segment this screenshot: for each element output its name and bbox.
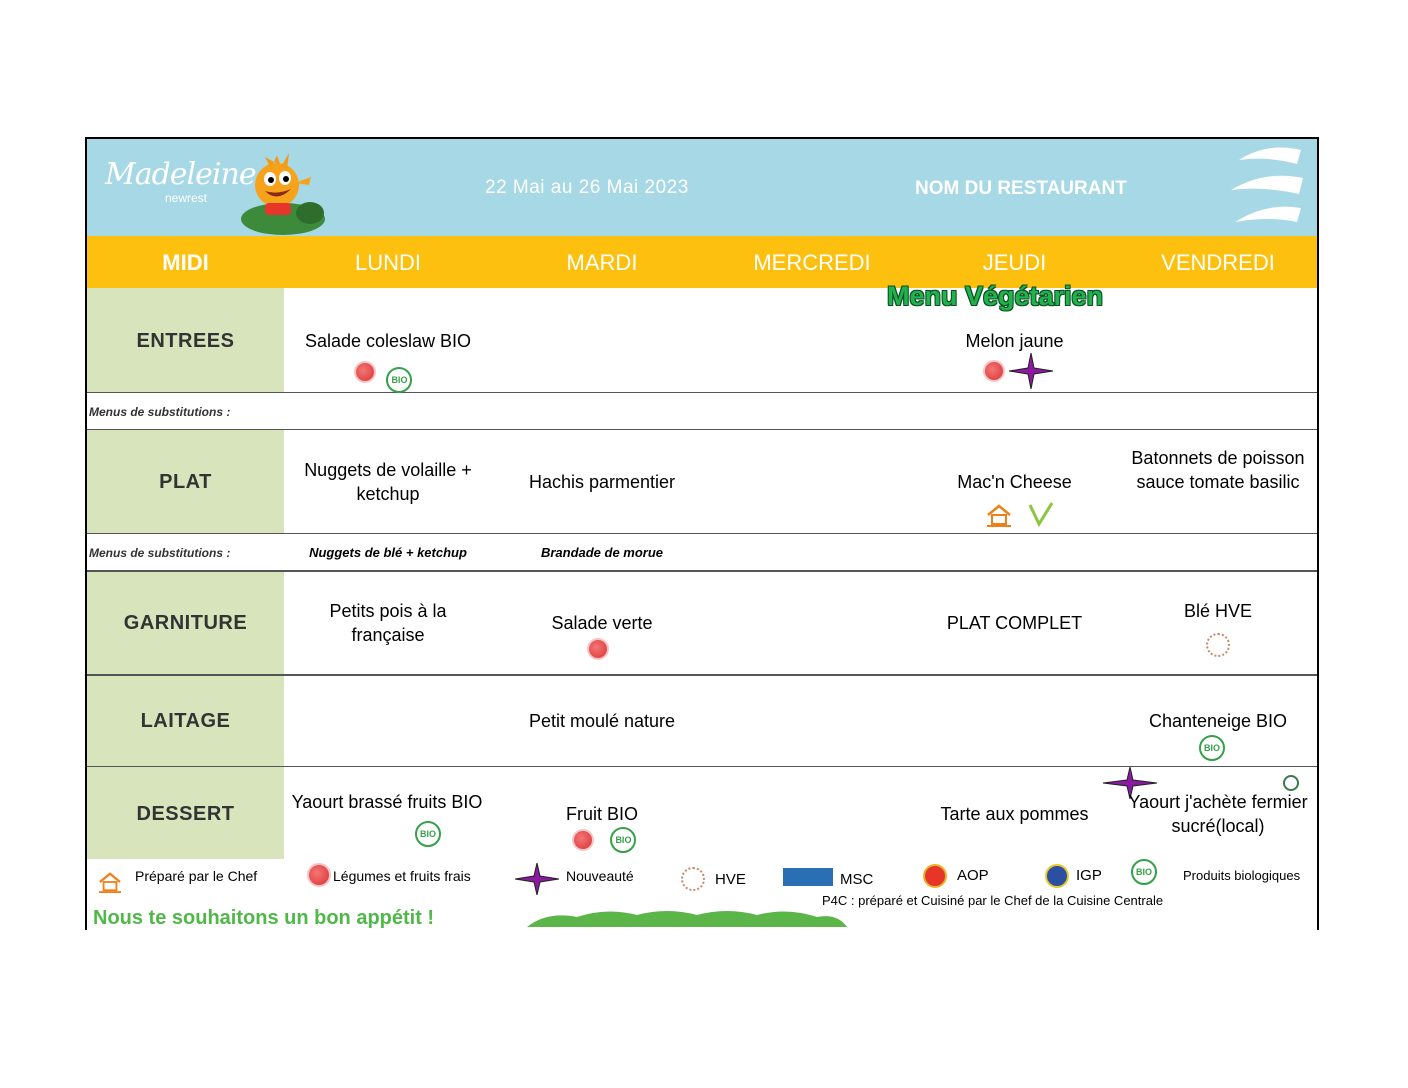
divider <box>87 674 1319 676</box>
row-label-plat: PLAT <box>159 471 212 493</box>
vegetarian-banner: Menu Végétarien <box>887 281 1104 311</box>
dessert-jeudi: Tarte aux pommes <box>940 804 1089 824</box>
brand-waves-icon <box>1227 144 1307 228</box>
plat-jeudi-icons <box>985 501 1055 532</box>
sub-label-1: Menus de substitutions : <box>89 405 231 419</box>
plat-vendredi: Batonnets de poisson sauce tomate basilic <box>1131 448 1305 492</box>
day-lundi: LUNDI <box>354 250 421 275</box>
dessert-mardi-icons <box>572 827 636 853</box>
bio-icon: BIO <box>1199 735 1225 761</box>
fresh-produce-icon <box>572 829 594 851</box>
day-mardi: MARDI <box>566 250 638 275</box>
restaurant-name: NOM DU RESTAURANT <box>915 178 1127 199</box>
mascot-icon <box>225 145 335 237</box>
legend-chef: Préparé par le Chef <box>135 868 258 884</box>
laitage-vendredi: Chanteneige BIO <box>1148 711 1288 731</box>
lettuce-decor-icon <box>527 907 847 929</box>
day-mercredi: MERCREDI <box>753 250 871 275</box>
bio-icon: BIO <box>610 827 636 853</box>
entrees-jeudi-icons <box>983 353 1053 389</box>
bio-icon: BIO <box>1131 859 1157 885</box>
day-vendredi: VENDREDI <box>1161 250 1275 275</box>
laitage-mardi: Petit moulé nature <box>528 711 676 731</box>
new-star-icon <box>515 863 559 895</box>
day-jeudi: JEUDI <box>982 250 1047 275</box>
days-bar <box>87 236 1319 288</box>
hve-icon <box>681 867 705 891</box>
row-label-laitage: LAITAGE <box>140 710 231 732</box>
row-label-entrees: ENTREES <box>136 330 235 352</box>
garniture-jeudi: PLAT COMPLET <box>946 613 1083 633</box>
plat-jeudi: Mac'n Cheese <box>957 472 1072 492</box>
dessert-lundi-icons <box>415 821 441 847</box>
msc-icon <box>783 868 833 886</box>
divider <box>87 392 1319 393</box>
fresh-produce-icon <box>307 863 331 887</box>
sub-label-2: Menus de substitutions : <box>89 546 231 560</box>
menu-header <box>87 139 1319 236</box>
chef-house-icon <box>97 871 123 893</box>
legend-igp: IGP <box>1076 867 1102 884</box>
date-range: 22 Mai au 26 Mai 2023 <box>485 177 689 198</box>
row-label-dessert: DESSERT <box>136 803 235 825</box>
entrees-jeudi: Melon jaune <box>965 331 1064 351</box>
logo-brand: newrest <box>165 191 208 205</box>
laitage-vendredi-icons <box>1199 735 1225 761</box>
entrees-lundi-icons <box>354 361 412 393</box>
bon-appetit: Nous te souhaitons un bon appétit ! <box>93 907 435 929</box>
fresh-produce-icon <box>354 361 376 383</box>
igp-icon <box>1045 864 1069 888</box>
legend-hve: HVE <box>715 871 746 888</box>
fresh-produce-icon <box>587 638 609 660</box>
local-farm-icon <box>1283 775 1299 791</box>
legend-fresh: Légumes et fruits frais <box>333 868 471 884</box>
hve-icon <box>1206 633 1230 657</box>
legend-bio: Produits biologiques <box>1183 868 1301 883</box>
midi-label: MIDI <box>162 250 209 275</box>
sub2-mardi: Brandade de morue <box>540 545 664 560</box>
garniture-lundi: Petits pois à la française <box>329 601 447 645</box>
legend-new: Nouveauté <box>566 868 634 884</box>
garniture-vendredi-icons <box>1206 633 1230 662</box>
legend-p4c: P4C : préparé et Cuisiné par le Chef de la Cuisine Centrale <box>822 893 1164 908</box>
new-star-icon <box>1009 353 1053 389</box>
bio-icon: BIO <box>386 367 412 393</box>
entrees-lundi: Salade coleslaw BIO <box>304 331 472 351</box>
legend-aop: AOP <box>957 867 989 884</box>
bio-icon: BIO <box>415 821 441 847</box>
divider <box>87 533 1319 534</box>
dessert-lundi: Yaourt brassé fruits BIO <box>291 792 483 812</box>
garniture-vendredi: Blé HVE <box>1183 601 1253 621</box>
plat-lundi: Nuggets de volaille + ketchup <box>304 460 472 504</box>
aop-icon <box>923 864 947 888</box>
divider <box>87 429 1319 430</box>
dessert-mardi: Fruit BIO <box>565 804 638 824</box>
garniture-mardi: Salade verte <box>551 613 653 633</box>
row-label-garniture: GARNITURE <box>123 612 248 634</box>
sub2-lundi: Nuggets de blé + ketchup <box>309 545 467 560</box>
logo-name: Madeleine <box>105 157 256 192</box>
legend-msc: MSC <box>840 871 874 888</box>
menu-frame <box>85 137 1319 930</box>
divider <box>87 570 1319 572</box>
plat-mardi: Hachis parmentier <box>528 472 676 492</box>
dessert-vendredi: Yaourt j'achète fermier sucré(local) <box>1128 792 1308 836</box>
garniture-mardi-icons <box>587 638 609 665</box>
vegetarian-icon <box>1027 501 1055 527</box>
fresh-produce-icon <box>983 360 1005 382</box>
chef-house-icon <box>985 503 1013 527</box>
